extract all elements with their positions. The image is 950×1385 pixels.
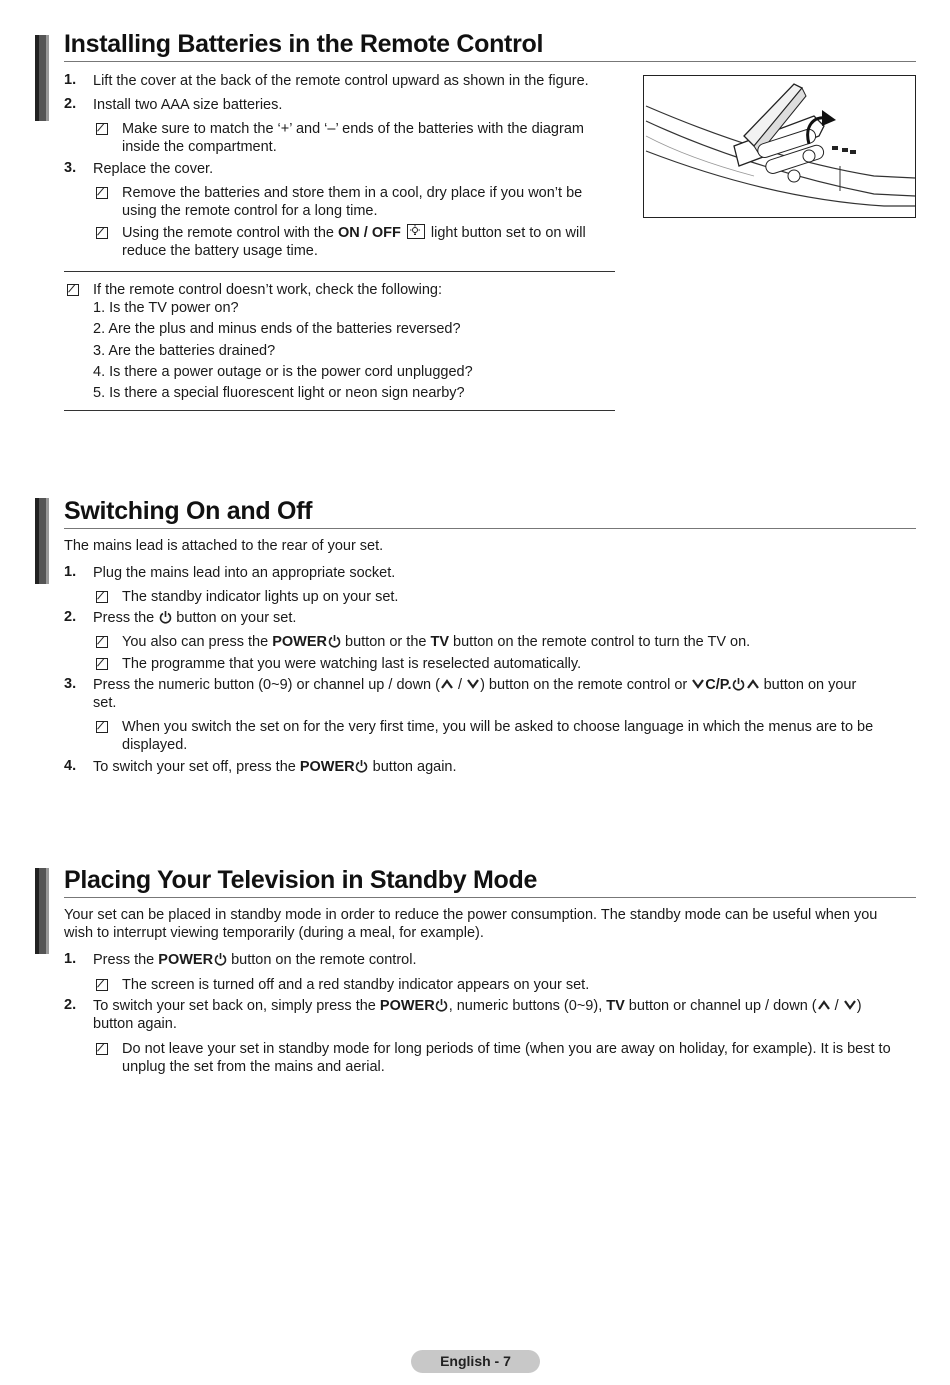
intro-text: The mains lead is attached to the rear of your set. [64,538,384,554]
step-text: Plug the mains lead into an appropriate socket. [93,565,396,581]
step-number: 1. [64,564,77,580]
note-text: When you switch the set on for the very first time, you will be asked to choose language in which the menus are to be [122,719,874,735]
section-title-batteries: Installing Batteries in the Remote Control [64,30,544,58]
step-number: 4. [64,758,77,774]
step-text: Replace the cover. [93,161,214,177]
chevron-down-icon [843,997,857,1015]
title-rule [64,897,916,898]
power-icon [355,758,369,776]
step-text: To switch your set back on, simply press the POWER , numeric buttons (0~9), TV button or channel up / down ( / ) [93,998,862,1014]
note-text: Remove the batteries and store them in a cool, dry place if you won’t be [122,185,583,201]
step-text: Install two AAA size batteries. [93,97,283,113]
note-icon [96,1043,108,1055]
power-icon [158,609,172,627]
note-icon [96,658,108,670]
note-text: Make sure to match the ‘+’ and ‘–’ ends of the batteries with the diagram [122,121,584,137]
title-rule [64,528,916,529]
note-text: The standby indicator lights up on your set. [122,589,399,605]
note-text: reduce the battery usage time. [122,243,318,259]
section-title-standby: Placing Your Television in Standby Mode [64,866,538,894]
step-text: Press the button on your set. [93,610,297,626]
note-icon [96,636,108,648]
check-item: 5. Is there a special fluorescent light or neon sign nearby? [93,385,465,401]
intro-text: wish to interrupt viewing temporarily (during a meal, for example). [64,925,484,941]
box-rule-bottom [64,410,615,411]
remote-control-illustration [644,76,915,217]
section-bar [35,868,49,954]
chevron-down-icon [466,676,480,694]
note-text: using the remote control for a long time. [122,203,378,219]
note-icon [96,721,108,733]
power-icon [435,997,449,1015]
light-icon [407,224,425,239]
section-title-switching: Switching On and Off [64,497,313,525]
step-text: To switch your set off, press the POWER button again. [93,759,457,775]
step-number: 2. [64,609,77,625]
check-item: 2. Are the plus and minus ends of the batteries reversed? [93,321,461,337]
check-intro: If the remote control doesn’t work, check the following: [93,282,442,298]
step-number: 2. [64,96,77,112]
box-rule-top [64,271,615,272]
step-text: Lift the cover at the back of the remote control upward as shown in the figure. [93,73,589,89]
note-text: unplug the set from the mains and aerial. [122,1059,385,1075]
step-number: 2. [64,997,77,1013]
step-text: Press the numeric button (0~9) or channel up / down ( / ) button on the remote control or C/P. button on your [93,677,857,693]
section-bar [35,35,49,121]
note-icon [96,227,108,239]
step-number: 3. [64,676,77,692]
note-text: The screen is turned off and a red standby indicator appears on your set. [122,977,590,993]
note-text: You also can press the POWER button or the TV button on the remote control to turn the TV on. [122,634,751,650]
power-icon [732,676,746,694]
chevron-down-icon [691,676,705,694]
intro-text: Your set can be placed in standby mode in order to reduce the power consumption. The standby mode can be useful when you [64,907,878,923]
step-number: 3. [64,160,77,176]
power-icon [213,951,227,969]
title-rule [64,61,916,62]
note-icon [96,591,108,603]
power-icon [327,633,341,651]
chevron-up-icon [440,676,454,694]
note-icon [96,123,108,135]
step-number: 1. [64,951,77,967]
note-icon [96,979,108,991]
note-text: Using the remote control with the ON / OFF light button set to on will [122,225,586,241]
chevron-up-icon [817,997,831,1015]
note-text: The programme that you were watching last is reselected automatically. [122,656,582,672]
step-number: 1. [64,72,77,88]
check-item: 3. Are the batteries drained? [93,343,276,359]
note-icon [67,284,79,296]
check-item: 1. Is the TV power on? [93,300,239,316]
note-text: Do not leave your set in standby mode for long periods of time (when you are away on holiday, for example). It is best to [122,1041,891,1057]
step-text: Press the POWER button on the remote control. [93,952,417,968]
page-number-label: English - 7 [411,1350,540,1373]
note-text: inside the compartment. [122,139,277,155]
remote-battery-figure [643,75,916,218]
step-text: button again. [93,1016,177,1032]
section-bar [35,498,49,584]
note-text: displayed. [122,737,188,753]
check-item: 4. Is there a power outage or is the power cord unplugged? [93,364,473,380]
step-text: set. [93,695,117,711]
note-icon [96,187,108,199]
chevron-up-icon [746,676,760,694]
